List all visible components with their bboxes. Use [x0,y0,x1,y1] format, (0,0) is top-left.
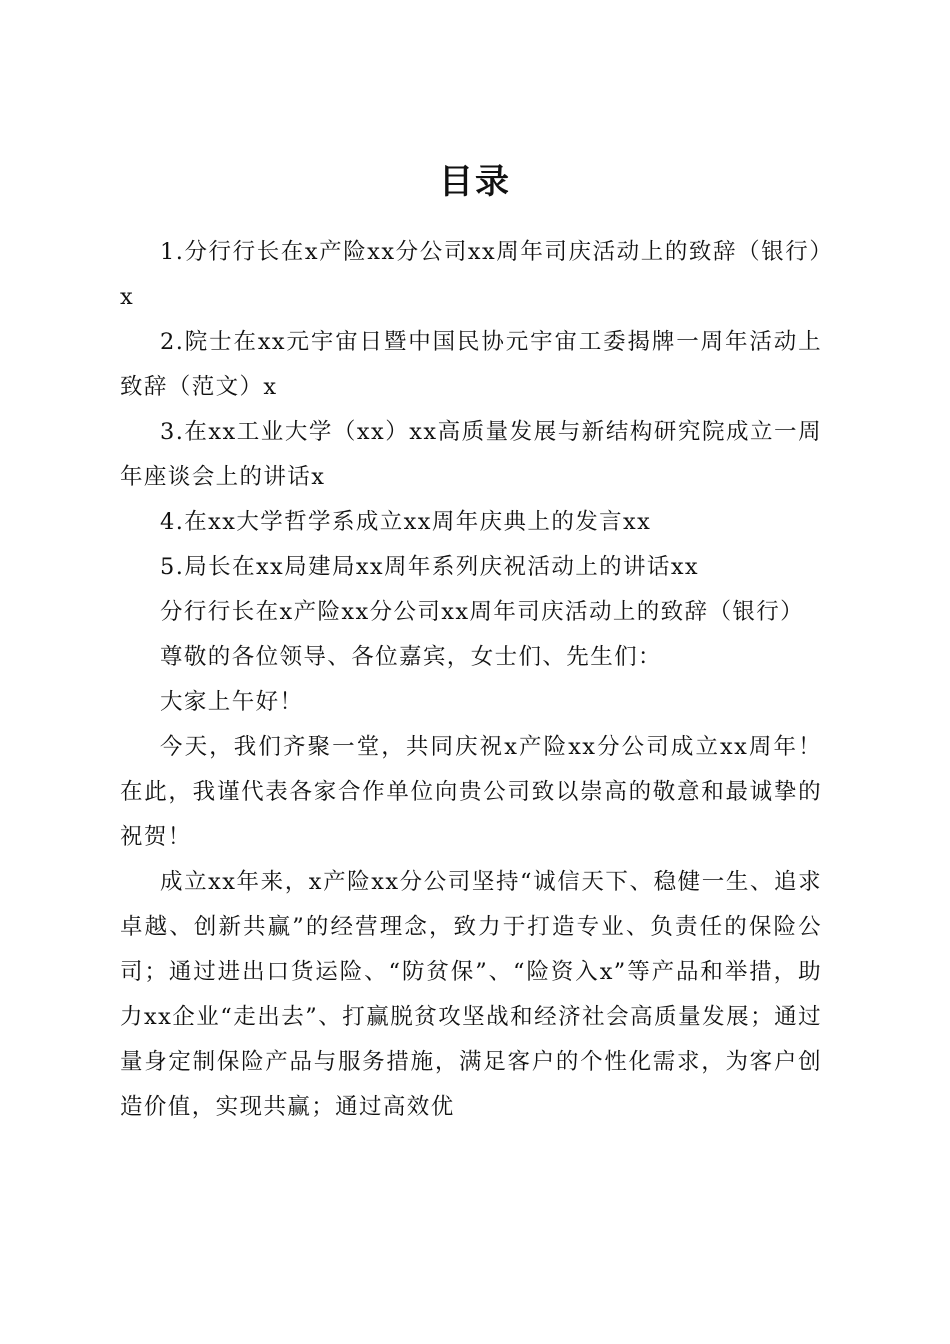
toc-item: 3.在xx工业大学（xx）xx高质量发展与新结构研究院成立一周年座谈会上的讲话x [120,419,822,490]
document-title: 目录 [439,161,511,202]
speech-paragraph: 成立xx年来，x产险xx分公司坚持“诚信天下、稳健一生、追求卓越、创新共赢”的经营理念，致力于打造专业、负责任的保险公司；通过进出口货运险、“防贫保”、“险资入x”等产品和举措，助力xx企业“走出去”、打赢脱贫攻坚战和经济社会高质量发展；通过量身定制保险产品与服务措施，满足客户的个性化需求，为客户创造价值，实现共赢；通过高效优 [120,869,822,1120]
speech-greeting: 大家上午好！ [160,689,304,715]
speech-heading: 分行行长在x产险xx分公司xx周年司庆活动上的致辞（银行） [160,599,805,625]
speech-salutation: 尊敬的各位领导、各位嘉宾，女士们、先生们： [160,644,662,670]
toc-item: 4.在xx大学哲学系成立xx周年庆典上的发言xx [160,509,652,535]
document-body [120,230,822,1130]
toc-item: 5.局长在xx局建局xx周年系列庆祝活动上的讲话xx [160,554,700,580]
speech-paragraph: 今天，我们齐聚一堂，共同庆祝x产险xx分公司成立xx周年！在此，我谨代表各家合作单位向贵公司致以崇高的敬意和最诚挚的祝贺！ [120,734,822,850]
toc-item: 2.院士在xx元宇宙日暨中国民协元宇宙工委揭牌一周年活动上致辞（范文）x [120,329,822,400]
toc-item: 1.分行行长在x产险xx分公司xx周年司庆活动上的致辞（银行）x [120,239,822,310]
